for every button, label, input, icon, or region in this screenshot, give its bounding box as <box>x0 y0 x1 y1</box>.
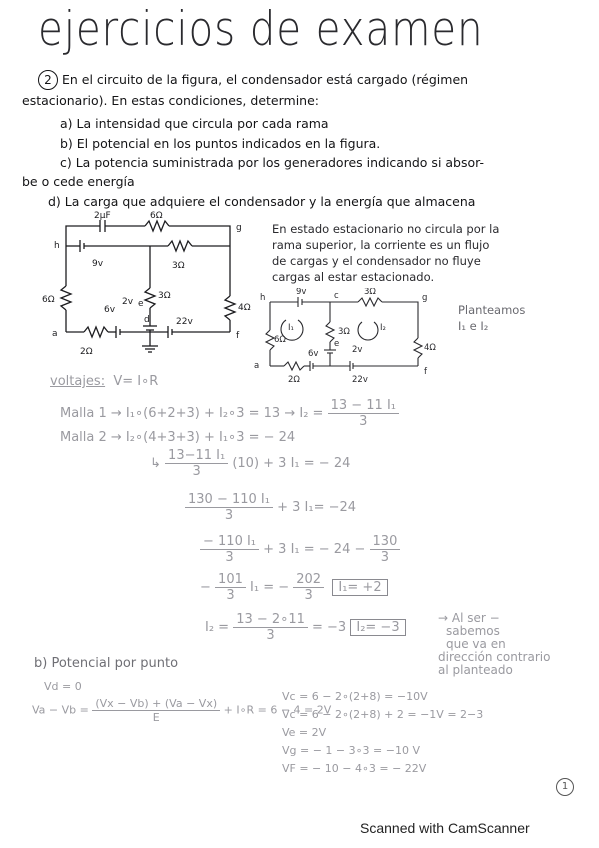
i2-result: I₂= −3 <box>350 619 405 636</box>
voltajes-line: voltajes: V= I∘R <box>50 374 159 389</box>
c2-node-a: a <box>254 361 260 371</box>
malla1-equation: Malla 1 → I₁∘(6+2+3) + I₂∘3 = 13 → I₂ = $\frac{\text{13 − 11 I₁}}{3}$ <box>60 398 399 429</box>
c1-4-label: 4Ω <box>238 303 251 313</box>
circuit-diagram-original <box>40 208 270 368</box>
c1-2v-label: 2v <box>122 297 134 307</box>
c1-node-h: h <box>54 241 60 251</box>
c1-node-f: f <box>236 331 240 341</box>
c1-rtop-label: 6Ω <box>150 211 163 221</box>
solve-step-4: − $\frac{101}{3}$ I₁ = − $\frac{202}{3}$ I₁= +2 <box>200 572 388 603</box>
c2-3-label: 3Ω <box>364 288 376 297</box>
c2-i1-label: I₁ <box>288 323 294 333</box>
c1-cap-label: 2μF <box>94 211 111 221</box>
c2-6-label: 6Ω <box>274 335 286 345</box>
c2-4-label: 4Ω <box>424 343 436 353</box>
c1-3b-label: 3Ω <box>158 291 171 301</box>
page-title: ejercicios de examen <box>38 2 484 57</box>
c2-6v-label: 6v <box>308 349 319 359</box>
problem-line-1: 2 En el circuito de la figura, el condensador está cargado (régimen <box>38 70 468 90</box>
c1-node-d: d <box>144 315 150 325</box>
vd-line: Vd = 0 <box>44 680 82 693</box>
problem-number: 2 <box>38 70 58 90</box>
problem-item-c: c) La potencia suministrada por los generadores indicando si absor- <box>60 155 484 170</box>
c2-node-e: e <box>334 339 340 349</box>
c1-22v-label: 22v <box>176 317 193 327</box>
plantear-note: Planteamos I₁ e I₂ <box>458 303 526 333</box>
c2-3b-label: 3Ω <box>338 327 350 337</box>
c2-node-h: h <box>260 293 266 303</box>
solve-step-2: $\frac{\text{130 − 110 I₁}}{3}$ + 3 I₁= −24 <box>185 492 356 523</box>
c1-6v-label: 6v <box>104 305 116 315</box>
problem-line-2: estacionario). En estas condiciones, determine: <box>22 93 319 108</box>
c1-node-a: a <box>52 329 58 339</box>
c1-node-e: e <box>138 299 144 309</box>
c1-3a-label: 3Ω <box>172 261 185 271</box>
c2-node-f: f <box>424 367 427 377</box>
problem-item-b: b) El potencial en los puntos indicados en la figura. <box>60 136 381 151</box>
problem-item-a: a) La intensidad que circula por cada rama <box>60 116 329 131</box>
c2-2v-label: 2v <box>352 345 363 355</box>
scanner-watermark: Scanned with CamScanner <box>360 820 530 836</box>
explanation-text: En estado estacionario no circula por la rama superior, la corriente es un flujo de cargas y el condensador no fluye cargas al estar estacionado. <box>272 222 500 284</box>
va-line: Va − Vb = $\frac{(Vx - Vb) + (Va - Vx)}{E}$ + I∘R = 6 − 4 = 2V <box>32 697 332 724</box>
c2-node-g: g <box>422 293 428 303</box>
c1-6-label: 6Ω <box>42 295 55 305</box>
i1-result: I₁= +2 <box>332 579 387 596</box>
part-b-heading: b) Potencial por punto <box>34 656 179 671</box>
solve-step-5: I₂ = $\frac{13 - 2\circ 11}{3}$ = −3 I₂= −3 <box>205 612 406 643</box>
problem-item-c-cont: be o cede energía <box>22 174 135 189</box>
malla2-equation: Malla 2 → I₂∘(4+3+3) + I₁∘3 = − 24 <box>60 430 296 445</box>
solve-step-3: $\frac{\text{− 110 I₁}}{3}$ + 3 I₁ = − 24 − $\frac{130}{3}$ <box>200 534 400 565</box>
c2-i2-label: I₂ <box>380 323 386 333</box>
c2-node-c: c <box>334 291 339 301</box>
potentials-list: Vc = 6 − 2∘(2+8) = −10V Vc = 6 − 2∘(2+8) + 2 = −1V = 2−3 Ve = 2V Vg = − 1 − 3∘3 = −10 V VF = − 10 − 4∘3 = − 22V <box>282 690 484 775</box>
conclusion-note: → Al ser − sabemos que va en dirección contrario al planteado <box>438 611 551 677</box>
solve-step-1: ↳ $\frac{\text{13−11 I₁}}{3}$ (10) + 3 I₁ = − 24 <box>150 448 351 479</box>
page-number: 1 <box>556 778 574 796</box>
c2-2-label: 2Ω <box>288 375 300 385</box>
c1-2-label: 2Ω <box>80 347 93 357</box>
c1-9v-label: 9v <box>92 259 104 269</box>
c1-node-g: g <box>236 223 242 233</box>
circuit-diagram-simplified <box>250 288 460 388</box>
c2-22v-label: 22v <box>352 375 368 385</box>
c2-9v-label: 9v <box>296 288 307 297</box>
problem-item-d: d) La carga que adquiere el condensador y la energía que almacena <box>48 194 476 209</box>
